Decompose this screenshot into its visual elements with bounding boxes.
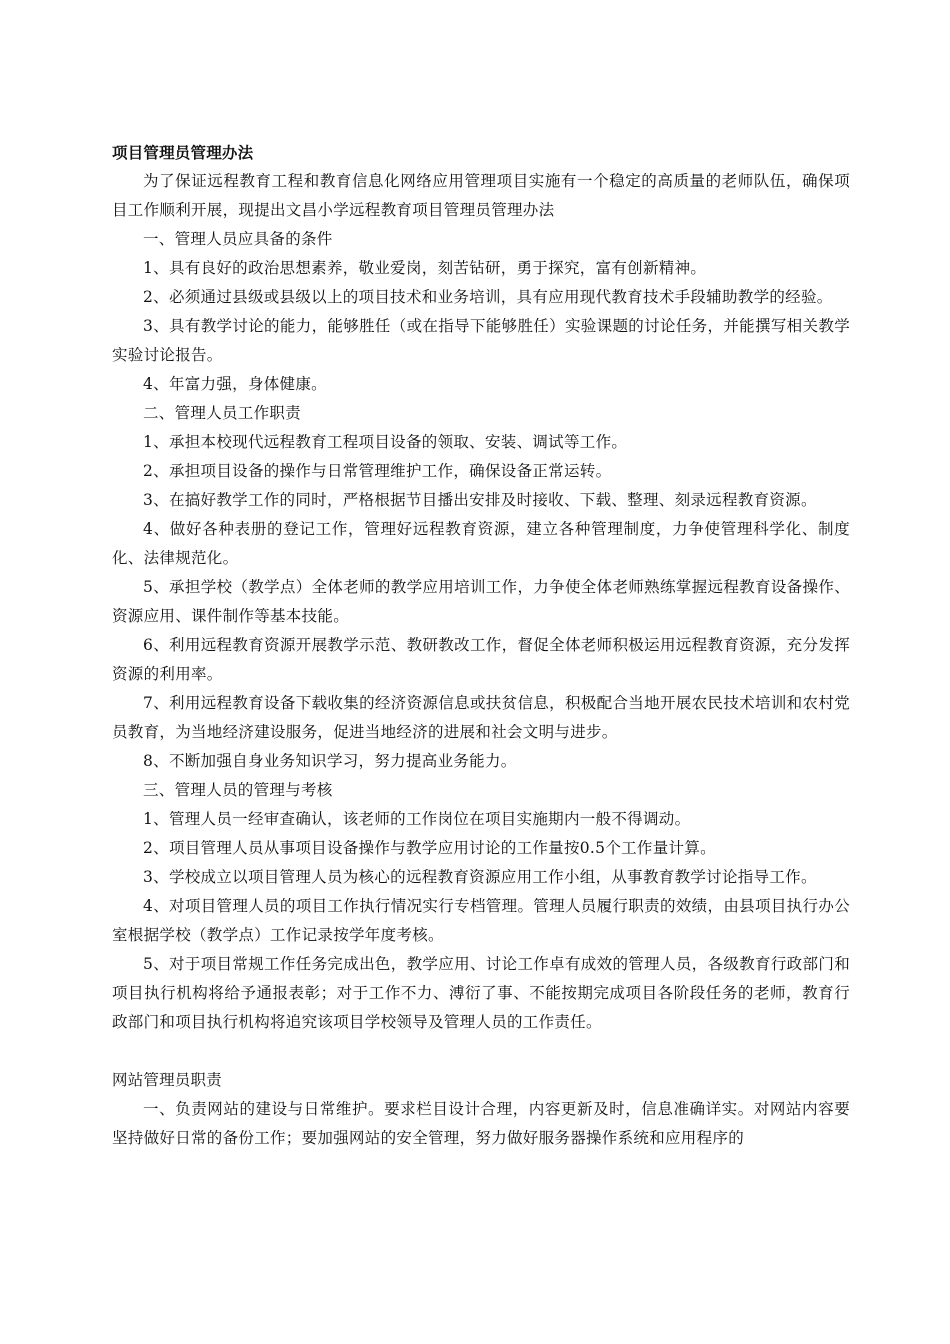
paragraph-1-3: 3、具有教学讨论的能力，能够胜任（或在指导下能够胜任）实验课题的讨论任务，并能撰写相关教学实验讨论报告。 xyxy=(112,317,850,364)
paragraph-1-4: 4、年富力强，身体健康。 xyxy=(143,375,327,393)
paragraph-intro: 为了保证远程教育工程和教育信息化网络应用管理项目实施有一个稳定的高质量的老师队伍，确保项目工作顺利开展，现提出文昌小学远程教育项目管理员管理办法 xyxy=(112,172,850,219)
paragraph-1-2: 2、必须通过县级或县级以上的项目技术和业务培训，具有应用现代教育技术手段辅助教学的经验。 xyxy=(143,288,833,306)
section2-paragraph-1: 一、负责网站的建设与日常维护。要求栏目设计合理，内容更新及时，信息准确详实。对网站内容要坚持做好日常的备份工作；要加强网站的安全管理，努力做好服务器操作系统和应用程序的 xyxy=(112,1100,850,1147)
paragraph-1-1: 1、具有良好的政治思想素养，敬业爱岗，刻苦钻研，勇于探究，富有创新精神。 xyxy=(143,259,707,277)
paragraph-2-5: 5、承担学校（教学点）全体老师的教学应用培训工作，力争使全体老师熟练掌握远程教育设备操作、资源应用、课件制作等基本技能。 xyxy=(112,578,850,625)
paragraph-3-2: 2、项目管理人员从事项目设备操作与教学应用讨论的工作量按0.5个工作量计算。 xyxy=(143,839,716,857)
section-heading-2: 二、管理人员工作职责 xyxy=(143,404,302,422)
section2-title: 网站管理员职责 xyxy=(112,1071,222,1089)
paragraph-2-4: 4、做好各种表册的登记工作，管理好远程教育资源，建立各种管理制度，力争使管理科学化、制度化、法律规范化。 xyxy=(112,520,850,567)
paragraph-2-6: 6、利用远程教育资源开展教学示范、教研教改工作，督促全体老师积极运用远程教育资源，充分发挥资源的利用率。 xyxy=(112,636,850,683)
paragraph-2-1: 1、承担本校现代远程教育工程项目设备的领取、安装、调试等工作。 xyxy=(143,433,628,451)
document-page xyxy=(112,138,850,1153)
document-title: 项目管理员管理办法 xyxy=(112,143,254,162)
paragraph-2-7: 7、利用远程教育设备下载收集的经济资源信息或扶贫信息，积极配合当地开展农民技术培训和农村党员教育，为当地经济建设服务，促进当地经济的进展和社会文明与进步。 xyxy=(112,694,850,741)
paragraph-3-3: 3、学校成立以项目管理人员为核心的远程教育资源应用工作小组，从事教育教学讨论指导工作。 xyxy=(143,868,817,886)
paragraph-3-1: 1、管理人员一经审查确认，该老师的工作岗位在项目实施期内一般不得调动。 xyxy=(143,810,691,828)
paragraph-2-3: 3、在搞好教学工作的同时，严格根据节目播出安排及时接收、下载、整理、刻录远程教育资源。 xyxy=(143,491,817,509)
paragraph-2-2: 2、承担项目设备的操作与日常管理维护工作，确保设备正常运转。 xyxy=(143,462,612,480)
paragraph-3-4: 4、对项目管理人员的项目工作执行情况实行专档管理。管理人员履行职责的效绩，由县项目执行办公室根据学校（教学点）工作记录按学年度考核。 xyxy=(112,897,850,944)
section-heading-1: 一、管理人员应具备的条件 xyxy=(143,230,333,248)
paragraph-3-5: 5、对于项目常规工作任务完成出色，教学应用、讨论工作卓有成效的管理人员，各级教育行政部门和项目执行机构将给予通报表彰；对于工作不力、溥衍了事、不能按期完成项目各阶段任务的老师，教育行政部门和项目执行机构将追究该项目学校领导及管理人员的工作责任。 xyxy=(112,955,850,1031)
paragraph-2-8: 8、不断加强自身业务知识学习，努力提高业务能力。 xyxy=(143,752,517,770)
section-heading-3: 三、管理人员的管理与考核 xyxy=(143,781,333,799)
